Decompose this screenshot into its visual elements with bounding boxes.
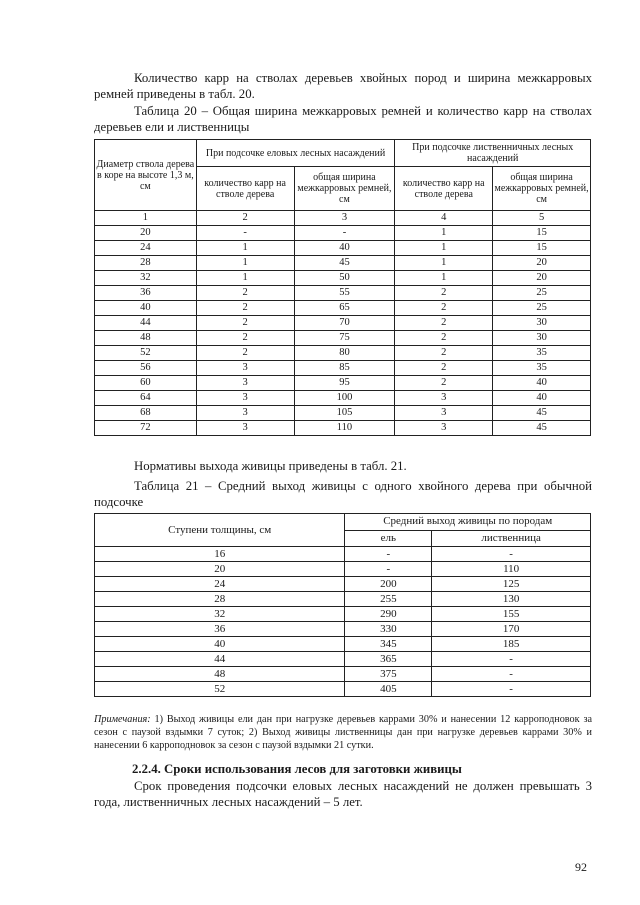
table-21 xyxy=(94,513,591,697)
table-cell: 105 xyxy=(294,406,395,421)
table-cell: 70 xyxy=(294,316,395,331)
table-cell: 290 xyxy=(345,607,432,622)
table-cell: 32 xyxy=(95,271,197,286)
table-cell: 2 xyxy=(196,346,294,361)
table-cell: 2 xyxy=(395,301,493,316)
table-row xyxy=(95,361,591,376)
table-cell: - xyxy=(196,226,294,241)
table-cell: 28 xyxy=(95,256,197,271)
table-cell: 85 xyxy=(294,361,395,376)
table-cell: 40 xyxy=(493,376,591,391)
table-cell: 35 xyxy=(493,346,591,361)
table-row xyxy=(95,331,591,346)
table-cell: 40 xyxy=(95,637,345,652)
header-spruce: ель xyxy=(345,530,432,547)
table-cell: 80 xyxy=(294,346,395,361)
table-cell: 1 xyxy=(395,256,493,271)
page-number: 92 xyxy=(575,860,587,874)
header-larch-width: общая ширина межкарровых ремней, см xyxy=(493,167,591,211)
table-cell: 45 xyxy=(493,421,591,436)
header-larch: лиственница xyxy=(432,530,591,547)
table-cell: 170 xyxy=(432,622,591,637)
table-cell: 2 xyxy=(196,286,294,301)
table-cell: 28 xyxy=(95,592,345,607)
table-cell: 345 xyxy=(345,637,432,652)
note-text: 1) Выход живицы ели дан при нагрузке деревьев каррами 30% и нанесении 12 карроподновок за сезон с паузой вздымки 7 суток; 2) Выход живицы лиственницы дан при нагрузке деревьев каррами 30% и нанесении 6 карроподновок за сезон с паузой вздымки 21 сутки. xyxy=(94,714,592,751)
table-20 xyxy=(94,139,591,436)
table-cell: 25 xyxy=(493,301,591,316)
table-cell: 110 xyxy=(294,421,395,436)
table-cell: 15 xyxy=(493,241,591,256)
column-number: 4 xyxy=(395,211,493,226)
table-cell: - xyxy=(432,682,591,697)
table-cell: 110 xyxy=(432,562,591,577)
table-cell: 3 xyxy=(196,361,294,376)
column-number-row xyxy=(95,211,591,226)
table-cell: 45 xyxy=(493,406,591,421)
table-row xyxy=(95,346,591,361)
table-cell: 1 xyxy=(395,226,493,241)
table-row xyxy=(95,226,591,241)
column-number: 1 xyxy=(95,211,197,226)
table-cell: 52 xyxy=(95,346,197,361)
header-spruce-count: количество карр на стволе дерева xyxy=(196,167,294,211)
table-cell: 2 xyxy=(395,286,493,301)
table21-caption: Таблица 21 – Средний выход живицы с одного хвойного дерева при обычной подсочке xyxy=(94,479,592,509)
table-cell: 125 xyxy=(432,577,591,592)
table-row xyxy=(95,271,591,286)
table-row xyxy=(95,421,591,436)
table-cell: - xyxy=(432,547,591,562)
table-row xyxy=(95,406,591,421)
table-cell: 15 xyxy=(493,226,591,241)
table-row xyxy=(95,667,591,682)
table-cell: 1 xyxy=(196,256,294,271)
table-cell: 2 xyxy=(196,301,294,316)
table-cell: - xyxy=(432,652,591,667)
table-cell: 2 xyxy=(395,331,493,346)
table-cell: 1 xyxy=(196,271,294,286)
table-cell: 16 xyxy=(95,547,345,562)
table-cell: 155 xyxy=(432,607,591,622)
column-number: 5 xyxy=(493,211,591,226)
table-cell: 48 xyxy=(95,331,197,346)
table-cell: 24 xyxy=(95,241,197,256)
table-cell: 405 xyxy=(345,682,432,697)
table-cell: 3 xyxy=(196,376,294,391)
table20-caption: Таблица 20 – Общая ширина межкарровых ремней и количество карр на стволах деревьев ели и лиственницы xyxy=(94,104,592,134)
table-row xyxy=(95,241,591,256)
table-cell: 40 xyxy=(294,241,395,256)
header-spruce-group: При подсочке еловых лесных насаждений xyxy=(196,140,395,167)
table-cell: 2 xyxy=(395,376,493,391)
table-cell: 330 xyxy=(345,622,432,637)
table-cell: 20 xyxy=(95,226,197,241)
table-cell: 3 xyxy=(196,421,294,436)
table-row xyxy=(95,376,591,391)
table-cell: 3 xyxy=(196,391,294,406)
table-cell: 365 xyxy=(345,652,432,667)
section-paragraph: Срок проведения подсочки еловых лесных насаждений не должен превышать 3 года, лиственничных лесных насаждений – 5 лет. xyxy=(94,779,592,809)
table-row xyxy=(95,391,591,406)
table-cell: 32 xyxy=(95,607,345,622)
table-cell: 1 xyxy=(395,271,493,286)
table-row xyxy=(95,547,591,562)
table-row xyxy=(95,622,591,637)
table-cell: 20 xyxy=(95,562,345,577)
header-steps: Ступени толщины, см xyxy=(95,514,345,547)
table-cell: 1 xyxy=(395,241,493,256)
table-cell: 30 xyxy=(493,331,591,346)
table-cell: 375 xyxy=(345,667,432,682)
table-cell: 60 xyxy=(95,376,197,391)
table-cell: 20 xyxy=(493,271,591,286)
table-cell: 56 xyxy=(95,361,197,376)
table-cell: 72 xyxy=(95,421,197,436)
table-cell: 95 xyxy=(294,376,395,391)
table-cell: 24 xyxy=(95,577,345,592)
table-note xyxy=(94,713,592,752)
table-row xyxy=(95,652,591,667)
table-cell: 20 xyxy=(493,256,591,271)
table-cell: 44 xyxy=(95,652,345,667)
table-cell: 64 xyxy=(95,391,197,406)
table-cell: 75 xyxy=(294,331,395,346)
table-row xyxy=(95,637,591,652)
column-number: 3 xyxy=(294,211,395,226)
table-cell: 3 xyxy=(395,406,493,421)
table-cell: - xyxy=(432,667,591,682)
table-cell: 25 xyxy=(493,286,591,301)
table-cell: 200 xyxy=(345,577,432,592)
table-row xyxy=(95,286,591,301)
table-cell: 2 xyxy=(395,361,493,376)
table-row xyxy=(95,577,591,592)
table-row xyxy=(95,301,591,316)
norms-paragraph: Нормативы выхода живицы приведены в табл. 21. xyxy=(134,459,407,473)
table-row xyxy=(95,592,591,607)
table-cell: 2 xyxy=(395,316,493,331)
table-cell: - xyxy=(345,562,432,577)
note-label: Примечания: xyxy=(94,714,151,725)
header-larch-group: При подсочке лиственничных лесных насаждений xyxy=(395,140,591,167)
table-cell: 1 xyxy=(196,241,294,256)
table-cell: 48 xyxy=(95,667,345,682)
table-cell: 52 xyxy=(95,682,345,697)
table-row xyxy=(95,562,591,577)
table-cell: 68 xyxy=(95,406,197,421)
table-cell: 3 xyxy=(196,406,294,421)
table-cell: 55 xyxy=(294,286,395,301)
section-heading: 2.2.4. Сроки использования лесов для заготовки живицы xyxy=(132,762,462,776)
header-larch-count: количество карр на стволе дерева xyxy=(395,167,493,211)
table-cell: 30 xyxy=(493,316,591,331)
table-cell: 50 xyxy=(294,271,395,286)
table-cell: 255 xyxy=(345,592,432,607)
table-cell: 3 xyxy=(395,391,493,406)
table-cell: 185 xyxy=(432,637,591,652)
table-cell: 130 xyxy=(432,592,591,607)
table-cell: 2 xyxy=(196,316,294,331)
column-number: 2 xyxy=(196,211,294,226)
table-cell: - xyxy=(294,226,395,241)
table-cell: 65 xyxy=(294,301,395,316)
table-row xyxy=(95,256,591,271)
table-cell: 100 xyxy=(294,391,395,406)
table-cell: 36 xyxy=(95,622,345,637)
table-cell: 45 xyxy=(294,256,395,271)
table-cell: 35 xyxy=(493,361,591,376)
table-cell: - xyxy=(345,547,432,562)
table-cell: 44 xyxy=(95,316,197,331)
table-cell: 40 xyxy=(95,301,197,316)
table-cell: 40 xyxy=(493,391,591,406)
table-cell: 3 xyxy=(395,421,493,436)
table-cell: 2 xyxy=(196,331,294,346)
table-cell: 2 xyxy=(395,346,493,361)
header-yield-group: Средний выход живицы по породам xyxy=(345,514,591,531)
table-row xyxy=(95,607,591,622)
header-diameter: Диаметр ствола дерева в коре на высоте 1,3 м, см xyxy=(95,140,197,211)
table-cell: 36 xyxy=(95,286,197,301)
intro-paragraph: Количество карр на стволах деревьев хвойных пород и ширина межкарровых ремней приведены в табл. 20. xyxy=(94,71,592,101)
table-row xyxy=(95,316,591,331)
table-row xyxy=(95,682,591,697)
header-spruce-width: общая ширина межкарровых ремней, см xyxy=(294,167,395,211)
